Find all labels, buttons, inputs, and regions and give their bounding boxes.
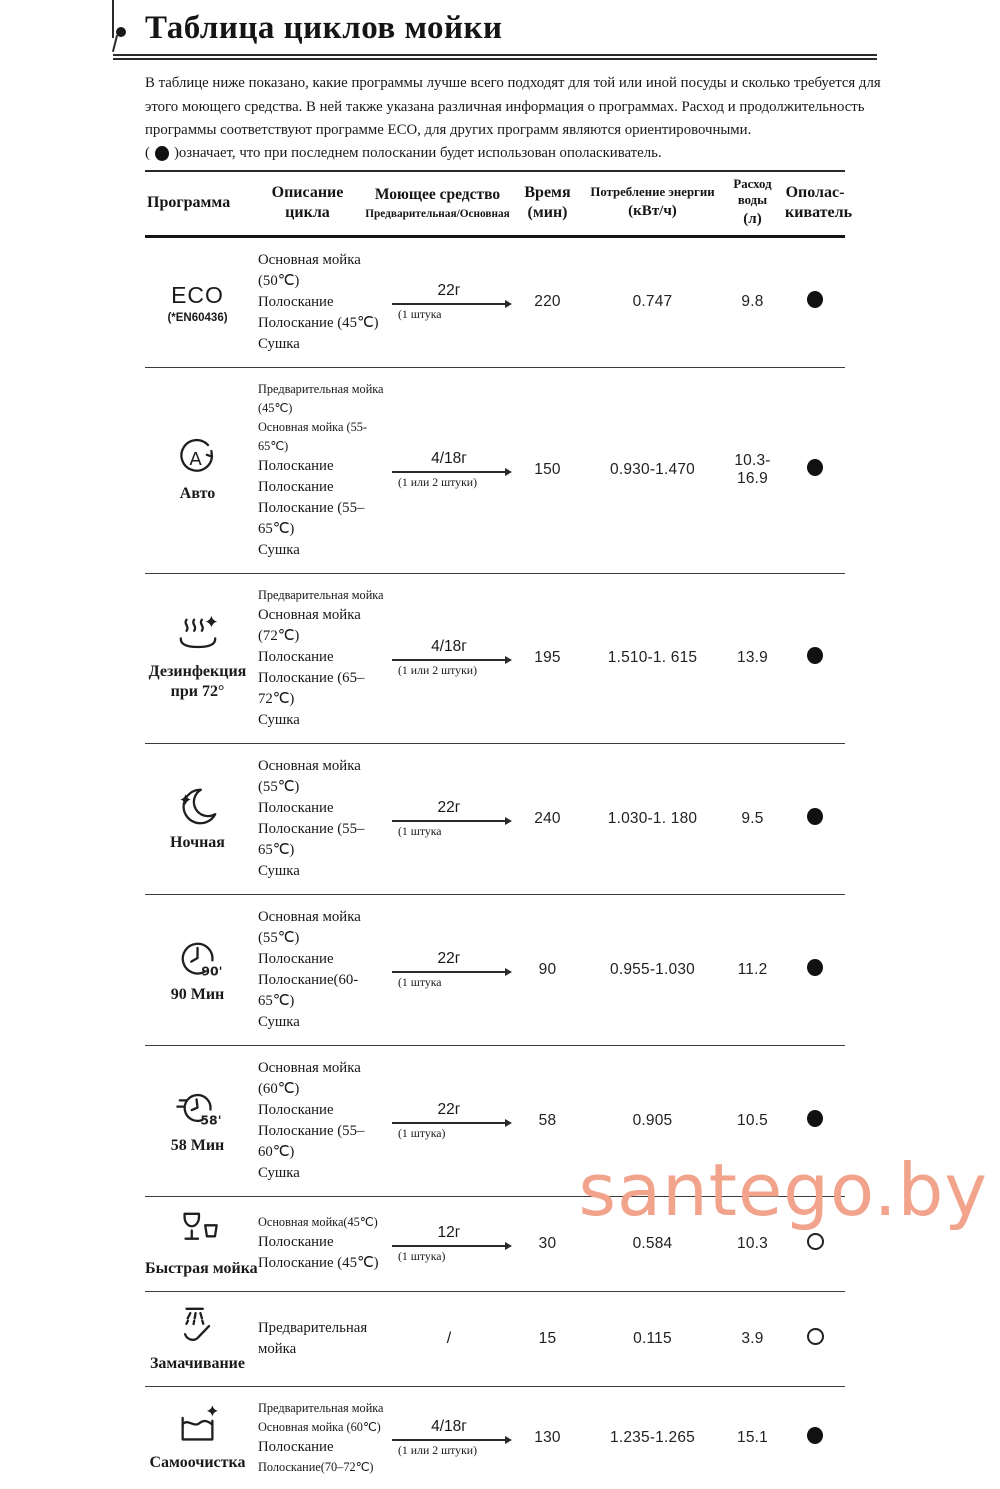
water-value: 13.9: [737, 649, 768, 667]
detergent-amount: 22г: [437, 282, 461, 300]
detergent-block: [392, 638, 510, 678]
legend-text: )означает, что при последнем полоскании будет использован ополаскиватель.: [173, 145, 662, 162]
detergent-amount: /: [446, 1329, 452, 1347]
legend-line: [145, 145, 870, 162]
cycle-step: Сушка: [258, 1013, 300, 1030]
cycle-step: Полоскание: [258, 478, 334, 495]
rinse-aid-cell: [785, 1110, 845, 1132]
cycle-step: Основная мойка(45℃): [258, 1215, 378, 1230]
program-name: 90 Мин: [170, 985, 225, 1003]
energy-value: 1.030-1. 180: [607, 809, 698, 827]
rinse-aid-used-icon: [807, 959, 823, 976]
cycle-step: Сушка: [258, 862, 300, 879]
energy-value: 0.905: [632, 1111, 673, 1129]
header-detergent: Моющее средство Предварительная/Основная: [365, 186, 510, 220]
energy-value: 0.584: [632, 1234, 673, 1252]
program-name: 58 Мин: [170, 1136, 225, 1154]
detergent-count: (1 или 2 штуки): [398, 475, 478, 490]
cycle-step: Полоскание (65–72℃): [258, 669, 365, 707]
cycle-steps: [258, 1399, 392, 1477]
program-name: Замачивание: [149, 1354, 245, 1372]
header-water: Расход воды (л): [733, 177, 772, 227]
cycle-step: Сушка: [258, 541, 300, 558]
cycle-step: Полоскание(60-65℃): [258, 971, 359, 1009]
water-value: 10.5: [737, 1111, 768, 1129]
water-value: 9.5: [741, 809, 764, 827]
legend-open-paren: (: [145, 145, 150, 162]
cycle-step: Предварительная мойка (45℃): [258, 381, 384, 415]
detergent-block: [392, 450, 510, 490]
cycle-cell: [250, 1399, 510, 1477]
cycle-cell: [250, 907, 510, 1033]
detergent-count: (1 штука): [398, 1125, 446, 1140]
detergent-amount: 4/18г: [431, 638, 467, 656]
cycle-step: Основная мойка (50℃): [258, 251, 361, 289]
cycle-step: Полоскание: [258, 648, 334, 665]
detergent-arrow-line: [392, 1439, 506, 1441]
cycle-step: Сушка: [258, 1164, 300, 1181]
time-value: 130: [534, 1429, 561, 1447]
program-cell: [145, 935, 250, 1005]
detergent-amount: 12г: [437, 1223, 461, 1241]
watermark: santego.by: [578, 1148, 988, 1232]
detergent-block: [392, 1418, 510, 1458]
cycle-steps: [258, 1058, 392, 1184]
water-value: 10.3-16.9: [734, 452, 771, 488]
rinse-aid-cell: [785, 291, 845, 313]
rinse-aid-cell: [785, 1233, 845, 1255]
intro-paragraph: В таблице ниже показано, какие программы лучше всего подходят для той или иной посуды и сколько требуется для этого моющего средства. В ней также указана различная информация о программах. Расход и продолжительность программы соответствуют программе ECO, для других программ являются ориентировочными.: [145, 75, 881, 139]
rinse-aid-cell: [785, 959, 845, 981]
cycle-step: Полоскание: [258, 799, 334, 816]
program-name: Ночная: [170, 833, 225, 851]
detergent-arrow-line: [392, 820, 506, 822]
auto-icon: [145, 436, 250, 480]
detergent-amount: 22г: [437, 1100, 461, 1118]
header-energy: Потребление энергии (кВт/ч): [590, 185, 715, 219]
time-value: 58: [538, 1111, 557, 1129]
energy-value: 0.747: [632, 293, 673, 311]
detergent-amount: 22г: [437, 798, 461, 816]
cycle-step: Полоскание (55–65℃): [258, 499, 365, 537]
program-cell: [145, 436, 250, 504]
rinse-aid-used-icon: [807, 1110, 823, 1127]
cycle-step: Основная мойка (60℃): [258, 1059, 361, 1097]
time-value: 150: [534, 461, 561, 479]
program-name: Быстрая мойка: [145, 1259, 258, 1277]
table-body: [145, 238, 845, 1489]
cycle-step: Полоскание: [258, 1234, 334, 1251]
detergent-count: (1 или 2 штуки): [398, 663, 478, 678]
night-icon: [145, 785, 250, 829]
cycle-step: Полоскание: [258, 293, 334, 310]
water-value: 9.8: [741, 293, 764, 311]
page-title: Таблица циклов мойки: [145, 10, 503, 46]
energy-value: 1.235-1.265: [610, 1429, 695, 1447]
clock90-icon: [145, 935, 250, 981]
rinse-aid-cell: [785, 1328, 845, 1350]
time-value: 240: [534, 809, 561, 827]
cycle-cell: [250, 756, 510, 882]
time-value: 90: [538, 960, 557, 978]
detergent-block: [392, 799, 510, 839]
cycle-step: Полоскание (45℃): [258, 1255, 379, 1272]
rinse-aid-cell: [785, 1427, 845, 1449]
detergent-arrow-line: [392, 471, 506, 473]
cycle-step: Полоскание: [258, 1101, 334, 1118]
cycle-step: Полоскание (55–60℃): [258, 1122, 365, 1160]
rinse-aid-used-icon: [807, 808, 823, 825]
cycle-step: Основная мойка (55-65℃): [258, 419, 367, 453]
cycle-cell: [250, 250, 510, 355]
cycle-steps: [258, 907, 392, 1033]
detergent-arrow-line: [392, 659, 506, 661]
svg-text:A: A: [188, 449, 202, 471]
cycle-step: Основная мойка (55℃): [258, 908, 361, 946]
program-cell: [145, 1086, 250, 1156]
detergent-amount: 22г: [437, 949, 461, 967]
cycle-steps: [258, 586, 392, 731]
cycle-step: Предварительная мойка: [258, 1319, 368, 1357]
wash-cycles-table: [145, 170, 853, 1489]
cycle-step: Полоскание: [258, 1439, 334, 1456]
detergent-count: (1 штука: [398, 307, 442, 322]
time-value: 195: [534, 649, 561, 667]
table-row: [145, 744, 845, 895]
selfclean-icon: [145, 1403, 250, 1449]
cycle-cell: [250, 1318, 510, 1360]
header-rinse-aid: Ополас- киватель: [785, 183, 853, 221]
cycle-steps: [258, 380, 392, 561]
rinse-aid-not-used-icon: [807, 1328, 824, 1345]
rinse-aid-cell: [785, 459, 845, 481]
time-value: 30: [538, 1234, 557, 1252]
detergent-arrow-line: [392, 1122, 506, 1124]
detergent-count: (1 штука: [398, 974, 442, 989]
detergent-block: [392, 950, 510, 990]
table-row: [145, 238, 845, 368]
detergent-block: [392, 1101, 510, 1141]
program-standard-note: (*EN60436): [167, 311, 228, 324]
program-name: Авто: [179, 485, 216, 503]
clock58-icon: [145, 1086, 250, 1132]
program-name: Дезинфекция при 72°: [148, 663, 247, 701]
cycle-step: Основная мойка (60℃): [258, 1420, 381, 1435]
header-cycle: Описание цикла: [271, 183, 344, 221]
program-cell: [145, 785, 250, 853]
detergent-count: (1 штука): [398, 1248, 446, 1263]
detergent-block: [392, 1330, 510, 1348]
rinse-aid-cell: [785, 808, 845, 830]
water-value: 10.3: [737, 1234, 768, 1252]
quick-icon: [145, 1209, 250, 1255]
rinse-aid-used-icon: [807, 291, 823, 308]
detergent-block: [392, 282, 510, 322]
cycle-cell: [250, 380, 510, 561]
cycle-cell: [250, 586, 510, 731]
cycle-steps: [258, 1318, 392, 1360]
table-row: [145, 574, 845, 744]
water-value: 11.2: [737, 960, 768, 978]
program-name: Самоочистка: [149, 1454, 246, 1472]
soak-icon: [145, 1304, 250, 1350]
detergent-count: (1 или 2 штуки): [398, 1443, 478, 1458]
water-value: 3.9: [741, 1329, 764, 1347]
cycle-cell: [250, 1213, 510, 1274]
rinse-aid-cell: [785, 647, 845, 669]
disinfect-icon: [145, 614, 250, 658]
cycle-step: Полоскание (45℃): [258, 314, 379, 331]
rinse-aid-used-icon: [807, 647, 823, 664]
rinse-aid-dot-icon: [155, 146, 169, 161]
cycle-step: Сушка: [258, 711, 300, 728]
rinse-aid-used-icon: [807, 459, 823, 476]
cycle-steps: [258, 756, 392, 882]
cycle-step: Полоскание(70–72℃): [258, 1460, 374, 1475]
detergent-amount: 4/18г: [431, 1418, 467, 1436]
svg-text:90': 90': [200, 963, 222, 979]
cycle-step: Основная мойка (72℃): [258, 606, 361, 644]
page-edge-tick: [112, 0, 114, 38]
rinse-aid-not-used-icon: [807, 1233, 824, 1250]
table-header-row: [145, 172, 853, 238]
header-time: Время (мин): [524, 183, 571, 221]
table-row: [145, 1387, 845, 1489]
detergent-arrow-line: [392, 971, 506, 973]
table-row: [145, 368, 845, 574]
cycle-step: Предварительная мойка: [258, 1400, 384, 1415]
time-value: 15: [538, 1329, 557, 1347]
detergent-arrow-line: [392, 1245, 506, 1247]
program-cell: [145, 1209, 258, 1279]
detergent-block: [392, 1224, 510, 1264]
detergent-arrow-line: [392, 303, 506, 305]
cycle-step: Полоскание (55–65℃): [258, 820, 365, 858]
title-double-rule: [113, 54, 877, 60]
energy-value: 0.115: [633, 1329, 672, 1347]
water-value: 15.1: [737, 1429, 768, 1447]
detergent-amount: 4/18г: [431, 450, 467, 468]
header-program: Программа: [147, 193, 231, 211]
cycle-steps: [258, 250, 392, 355]
program-cell: [145, 281, 250, 324]
time-value: 220: [534, 293, 561, 311]
table-row: [145, 895, 845, 1046]
cycle-step: Сушка: [258, 335, 300, 352]
cycle-step: Полоскание: [258, 950, 334, 967]
cycle-cell: [250, 1058, 510, 1184]
program-cell: [145, 1304, 250, 1374]
cycle-step: Полоскание: [258, 457, 334, 474]
cycle-step: Основная мойка (55℃): [258, 757, 361, 795]
energy-value: 0.930-1.470: [610, 461, 695, 479]
cycle-steps: [258, 1213, 392, 1274]
energy-value: 0.955-1.030: [610, 960, 695, 978]
table-row: [145, 1292, 845, 1387]
program-name: ECO: [171, 281, 224, 308]
detergent-count: (1 штука: [398, 823, 442, 838]
rinse-aid-used-icon: [807, 1427, 823, 1444]
energy-value: 1.510-1. 615: [607, 649, 698, 667]
svg-text:58': 58': [199, 1112, 222, 1128]
program-cell: [145, 614, 250, 702]
program-cell: [145, 1403, 250, 1473]
cycle-step: Предварительная мойка: [258, 587, 384, 602]
